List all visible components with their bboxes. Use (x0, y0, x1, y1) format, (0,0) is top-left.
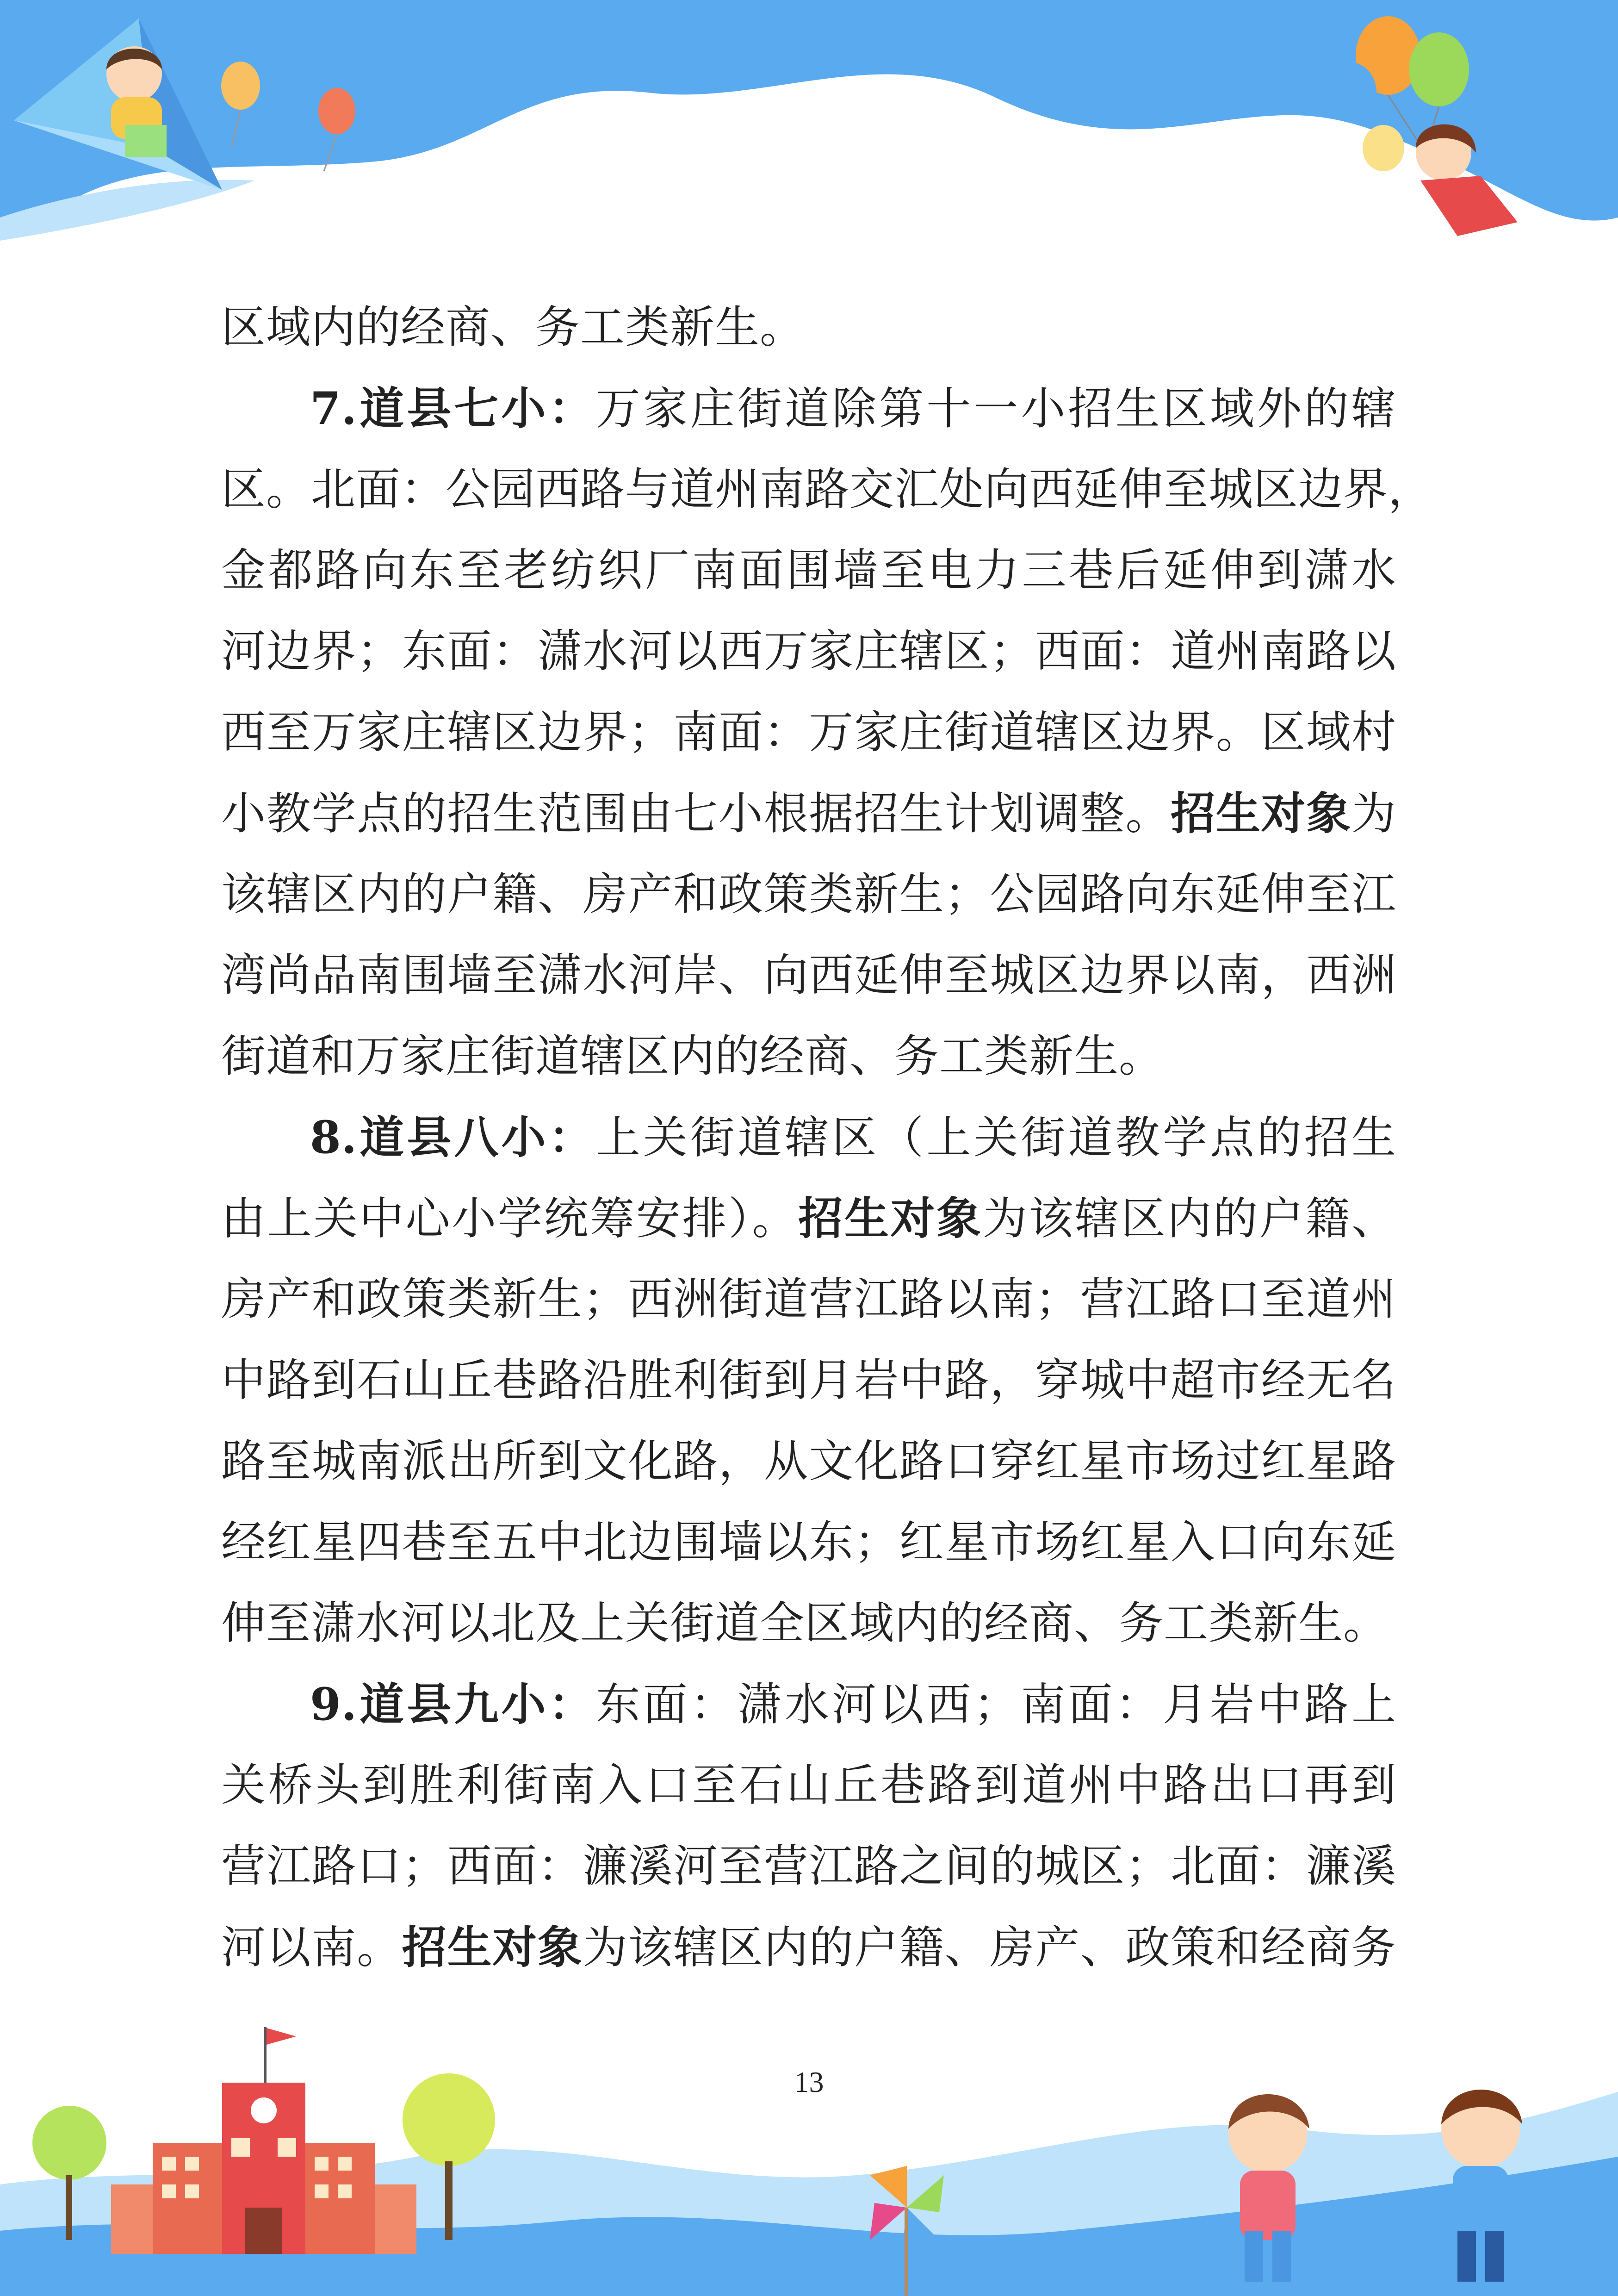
paragraph-line (221, 935, 1396, 1016)
bottom-decoration (0, 1990, 1618, 2296)
paragraph-line (221, 1421, 1396, 1502)
bold-text: 9.道县九小： (310, 1678, 596, 1730)
text-segment: 营江路口；西面：濂溪河至营江路之间的城区；北面：濂溪 (221, 1840, 1396, 1892)
text-segment: 万家庄街道除第十一小招生区域外的辖 (595, 383, 1397, 435)
text-segment: 路至城南派出所到文化路，从文化路口穿红星市场过红星路 (221, 1435, 1396, 1487)
paragraph-line (221, 611, 1396, 692)
bold-text: 招生对象 (798, 1192, 983, 1244)
paragraph-line (221, 1340, 1396, 1421)
bold-text: 7.道县七小： (310, 382, 596, 435)
text-segment: 关桥头到胜利街南入口至石山丘巷路到道州中路出口再到 (221, 1759, 1396, 1811)
paragraph-line (221, 1907, 1396, 1988)
paragraph-line (221, 1016, 1396, 1097)
text-segment: 为 (1351, 788, 1397, 840)
paragraph-line (221, 1745, 1396, 1826)
paragraph-line (221, 1097, 1396, 1178)
text-segment: 该辖区内的户籍、房产和政策类新生；公园路向东延伸至江 (221, 868, 1396, 920)
paragraph-line (221, 1178, 1396, 1259)
text-segment: 街道和万家庄街道辖区内的经商、务工类新生。 (221, 1030, 1164, 1082)
text-segment: 由上关中心小学统筹安排）。 (221, 1193, 799, 1244)
text-segment: 小教学点的招生范围由七小根据招生计划调整。 (221, 788, 1171, 840)
page-number: 13 (794, 2066, 824, 2098)
paragraph-line (221, 773, 1396, 854)
paragraph-line (221, 287, 1396, 368)
paragraph-line (221, 1583, 1396, 1664)
text-segment: 西至万家庄辖区边界；南面：万家庄街道辖区边界。区域村 (221, 706, 1396, 758)
paragraph-line (221, 1259, 1396, 1340)
text-segment: 经红星四巷至五中北边围墙以东；红星市场红星入口向东延 (221, 1516, 1396, 1568)
bold-text: 招生对象 (1171, 787, 1352, 840)
text-segment: 区域内的经商、务工类新生。 (221, 301, 805, 353)
body-text (221, 287, 1433, 1988)
text-segment: 河以南。 (221, 1922, 402, 1973)
top-decoration (0, 0, 1618, 259)
paragraph-line (221, 368, 1396, 449)
paragraph-line (221, 449, 1433, 530)
bold-text: 8.道县八小： (310, 1111, 596, 1164)
paragraph-line (221, 854, 1396, 935)
text-segment: 为该辖区内的户籍、房产、政策和经商务 (583, 1922, 1397, 1973)
text-segment: 区。北面：公园西路与道州南路交汇处向西延伸至城区边界， (221, 463, 1433, 515)
text-segment: 金都路向东至老纺织厂南面围墙至电力三巷后延伸到潇水 (221, 544, 1396, 596)
text-segment: 中路到石山丘巷路沿胜利街到月岩中路，穿城中超市经无名 (221, 1354, 1396, 1406)
paragraph-line (221, 1502, 1396, 1583)
text-segment: 为该辖区内的户籍、 (982, 1193, 1397, 1244)
text-segment: 上关街道辖区（上关街道教学点的招生 (595, 1112, 1397, 1164)
paragraph-line (221, 1826, 1396, 1907)
text-segment: 伸至潇水河以北及上关街道全区域内的经商、务工类新生。 (221, 1597, 1388, 1649)
text-segment: 东面：潇水河以西；南面：月岩中路上 (595, 1679, 1397, 1730)
text-segment: 河边界；东面：潇水河以西万家庄辖区；西面：道州南路以 (221, 625, 1396, 677)
paragraph-line (221, 1664, 1396, 1745)
bold-text: 招生对象 (402, 1921, 583, 1973)
school-building-illustration (111, 2027, 416, 2254)
paragraph-line (221, 692, 1396, 773)
paragraph-line (221, 530, 1396, 611)
text-segment: 房产和政策类新生；西洲街道营江路以南；营江路口至道州 (221, 1273, 1396, 1325)
text-segment: 湾尚品南围墙至潇水河岸、向西延伸至城区边界以南，西洲 (221, 949, 1396, 1001)
